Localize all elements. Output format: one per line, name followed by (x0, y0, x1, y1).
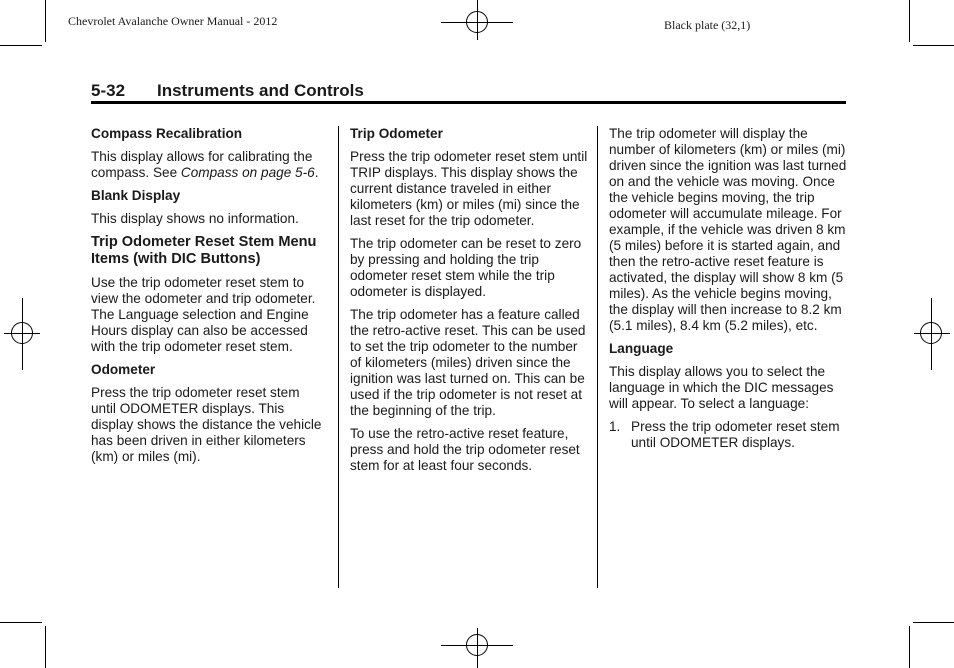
crop-mark (0, 622, 42, 623)
crop-mark (45, 626, 46, 668)
trip-odometer-paragraph: To use the retro-active reset feature, press and hold the trip odometer reset stem for at least four seconds. (350, 426, 580, 473)
plate-label: Black plate (32,1) (664, 18, 751, 32)
crop-mark (0, 45, 42, 46)
language-heading: Language (609, 341, 674, 356)
trip-odometer-paragraph: The trip odometer can be reset to zero by pressing and holding the trip odometer reset stem while the trip odometer is displayed. (350, 236, 582, 299)
heading-rule (91, 101, 846, 104)
blank-display-text: This display shows no information. (91, 211, 299, 226)
section-title: Instruments and Controls (157, 81, 364, 100)
crop-mark (913, 622, 954, 623)
column-2 (350, 126, 588, 481)
odometer-heading: Odometer (91, 362, 156, 377)
trip-reset-menu-text: Use the trip odometer reset stem to view the odometer and trip odometer. The Language selection and Engine Hours display can also be accessed with the trip odometer reset stem. (91, 275, 316, 354)
compass-page-reference[interactable]: Compass on page 5-6 (180, 165, 315, 180)
list-item-text: Press the trip odometer reset stem until ODOMETER displays. (631, 419, 840, 450)
column-divider (338, 126, 339, 588)
column-3 (609, 126, 847, 451)
blank-display-heading: Blank Display (91, 188, 181, 203)
page-number: 5-32 (91, 81, 126, 100)
list-item (609, 419, 847, 451)
crop-mark (909, 626, 910, 668)
column-1 (91, 126, 323, 472)
crop-mark (45, 0, 46, 42)
section-heading (91, 81, 364, 101)
compass-recalibration-heading: Compass Recalibration (91, 126, 243, 141)
list-item-number: 1. (609, 419, 621, 434)
trip-display-paragraph: The trip odometer will display the number of kilometers (km) or miles (mi) driven since the ignition was last turned on and the vehicle was moving. Once the vehicle begins moving, the trip odometer will accumulate mileage. For example, if the vehicle was driven 8 km (5 miles) before it is started again, and then the retro-active reset feature is activated, the display will show 8 km (5 miles). As the vehicle begins moving, the display will then increase to 8.2 km (5.1 miles), 8.4 km (5.2 miles), etc. (609, 126, 847, 333)
trip-odometer-heading: Trip Odometer (350, 126, 443, 141)
column-divider (597, 126, 598, 588)
language-text: This display allows you to select the language in which the DIC messages will appear. To select a language: (609, 364, 834, 411)
manual-title: Chevrolet Avalanche Owner Manual - 2012 (68, 14, 278, 28)
trip-reset-menu-heading: Trip Odometer Reset Stem Menu Items (with DIC Buttons) (91, 234, 317, 267)
compass-recalibration-text: This display allows for calibrating the compass. See Compass on page 5-6. (91, 149, 319, 180)
trip-odometer-paragraph: Press the trip odometer reset stem until TRIP displays. This display shows the current distance traveled in either kilometers (km) or miles (mi) since the last reset for the trip odometer. (350, 149, 588, 228)
crop-mark (909, 0, 910, 42)
crop-mark (913, 45, 954, 46)
trip-odometer-paragraph: The trip odometer has a feature called the retro-active reset. This can be used to set the trip odometer to the number of kilometers (miles) driven since the ignition was last turned on. This can be used if the trip odometer is not reset at the beginning of the trip. (350, 307, 586, 418)
odometer-text: Press the trip odometer reset stem until ODOMETER displays. This display shows the distance the vehicle has been driven in either kilometers (km) or miles (mi). (91, 385, 322, 464)
